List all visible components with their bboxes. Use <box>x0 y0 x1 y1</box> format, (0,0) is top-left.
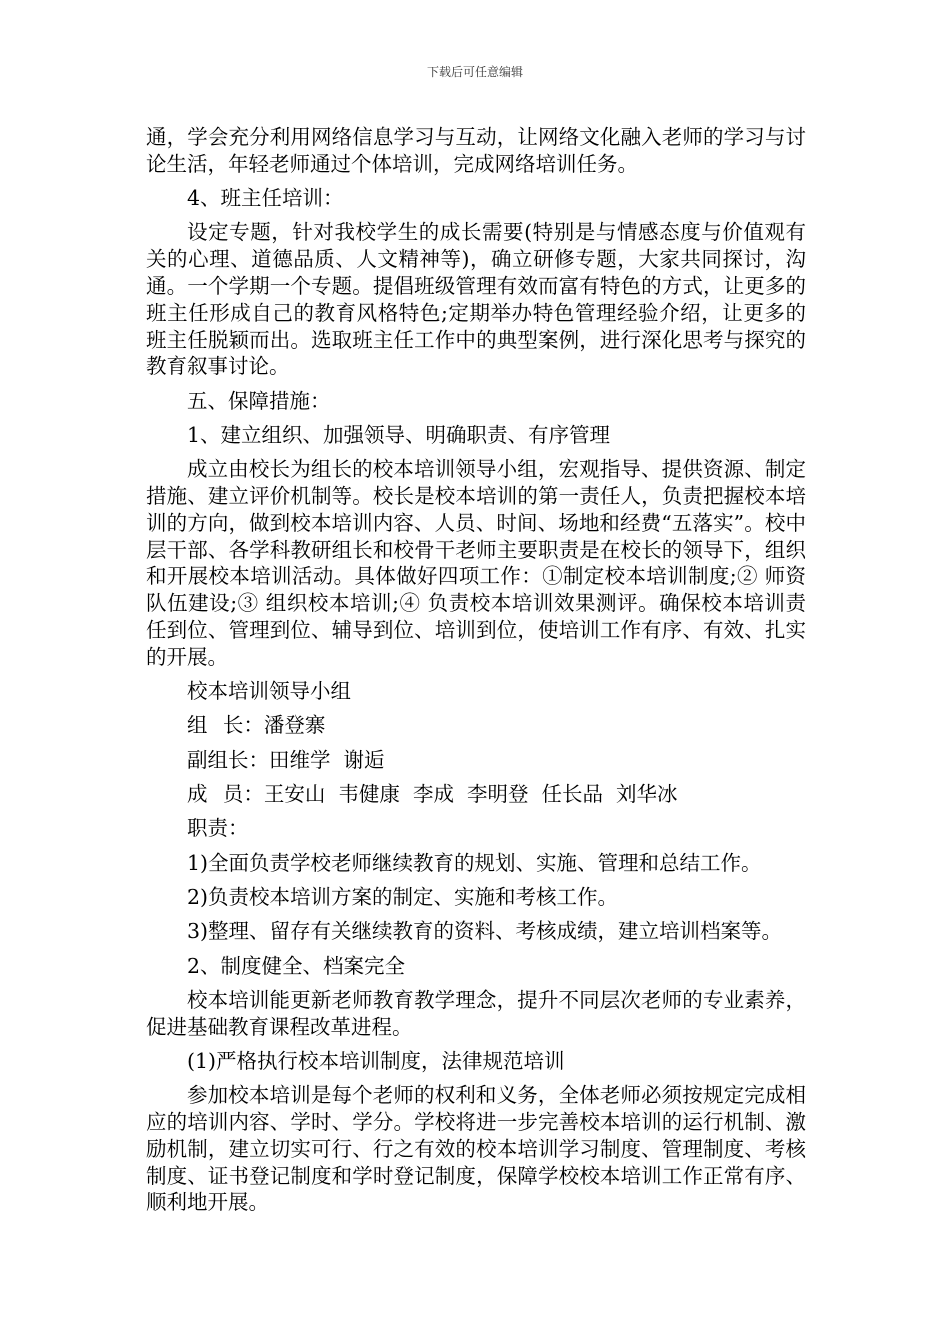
deputy-label: 副组长： <box>187 747 269 772</box>
heading-duties: 职责： <box>187 816 249 841</box>
paragraph-system-archives: 校本培训能更新老师教育教学理念，提升不同层次老师的专业素养，促进基础教育课程改革进程。 <box>146 987 806 1039</box>
document-body <box>146 124 806 1224</box>
paragraph-strict-execution: 参加校本培训是每个老师的权利和义务，全体老师必须按规定完成相应的培训内容、学时、学分。学校将进一步完善校本培训的运行机制、激励机制，建立切实可行、行之有效的校本培训学习制度、管理制度、考核制度、证书登记制度和学时登记制度，保障学校校本培训工作正常有序、顺利地开展。 <box>146 1083 806 1215</box>
duty-item-3: 3)整理、留存有关继续教育的资料、考核成绩，建立培训档案等。 <box>187 919 783 944</box>
paragraph-network-training: 通，学会充分利用网络信息学习与互动，让网络文化融入老师的学习与讨论生活，年轻老师通过个体培训，完成网络培训任务。 <box>146 125 806 176</box>
duty-item-1: 1)全面负责学校老师继续教育的规划、实施、管理和总结工作。 <box>187 850 762 875</box>
leader-line <box>146 712 806 739</box>
heading-strict-execution: (1)严格执行校本培训制度，法律规范培训 <box>187 1048 565 1073</box>
member-line <box>146 781 806 808</box>
leader-label-part2: 长： <box>222 713 264 738</box>
duty-item-2: 2)负责校本培训方案的制定、实施和考核工作。 <box>187 884 619 909</box>
heading-organization: 1、建立组织、加强领导、明确职责、有序管理 <box>187 422 611 447</box>
leader-label-part1: 组 <box>187 713 208 738</box>
deputy-names: 田维学 谢逅 <box>269 747 385 772</box>
member-label-part2: 员： <box>222 782 264 807</box>
leader-names: 潘登寨 <box>263 713 326 738</box>
heading-class-teacher-training: 4、班主任培训： <box>187 186 344 211</box>
heading-leadership-group: 校本培训领导小组 <box>187 679 351 704</box>
heading-safeguard-measures: 五、保障措施： <box>187 388 331 413</box>
paragraph-organization: 成立由校长为组长的校本培训领导小组，宏观指导、提供资源、制定措施、建立评价机制等。校长是校本培训的第一责任人，负责把握校本培训的方向，做到校本培训内容、人员、时间、场地和经费“五落实”。校中层干部、各学科教研组长和校骨干老师主要职责是在校长的领导下，组织和开展校本培训活动。具体做好四项工作：①制定校本培训制度;② 师资队伍建设;③ 组织校本培训;④ 负责校本培训效果测评。确保校本培训责任到位、管理到位、辅导到位、培训到位，使培训工作有序、有效、扎实的开展。 <box>146 457 806 669</box>
paragraph-class-teacher-training: 设定专题，针对我校学生的成长需要(特别是与情感态度与价值观有关的心理、道德品质、人文精神等)，确立研修专题，大家共同探讨，沟通。一个学期一个专题。提倡班级管理有效而富有特色的方式，让更多的班主任形成自己的教育风格特色;定期举办特色管理经验介绍，让更多的班主任脱颖而出。选取班主任工作中的典型案例，进行深化思考与探究的教育叙事讨论。 <box>146 220 806 379</box>
member-names: 王安山 韦健康 李成 李明登 任长品 刘华冰 <box>263 782 678 807</box>
page-header-note: 下载后可任意编辑 <box>426 65 523 79</box>
deputy-line <box>146 747 806 774</box>
heading-system-archives: 2、制度健全、档案完全 <box>187 953 406 978</box>
member-label-part1: 成 <box>187 782 208 807</box>
